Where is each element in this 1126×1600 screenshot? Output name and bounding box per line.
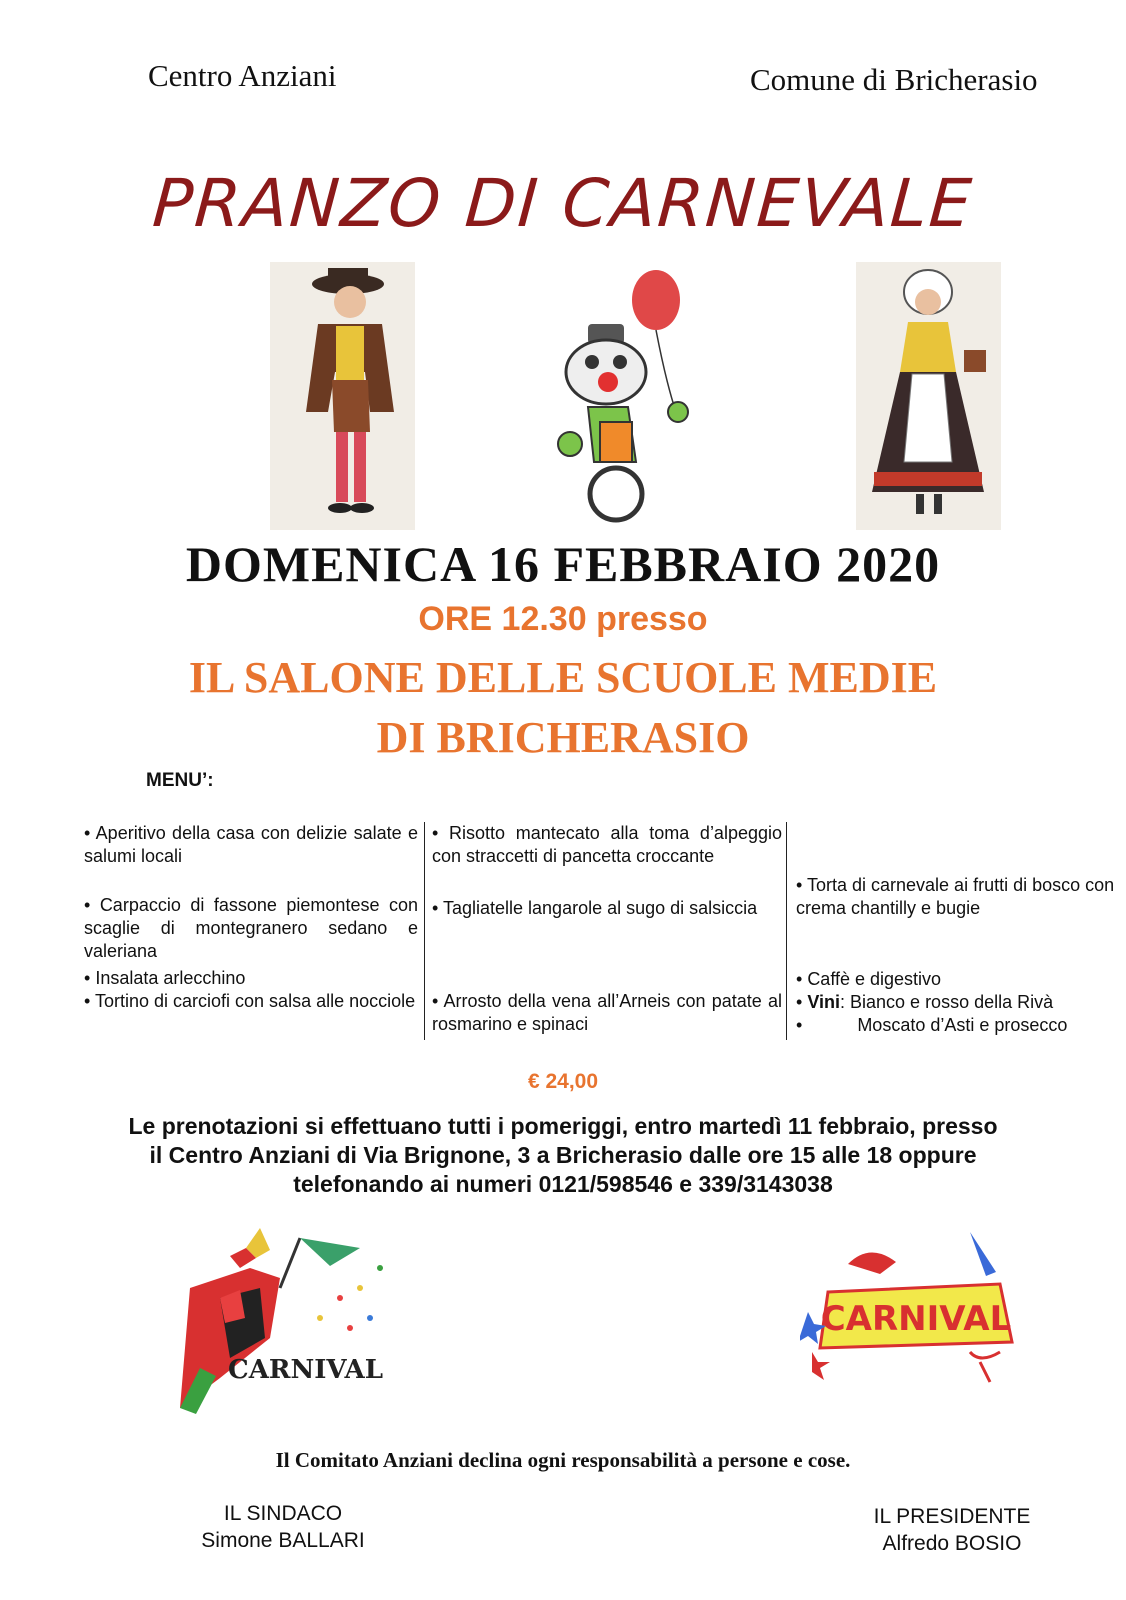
menu-divider-1: [424, 822, 425, 1040]
signature-right: [842, 1503, 1062, 1557]
menu-divider-2: [786, 822, 787, 1040]
signature-left-name: Simone BALLARI: [201, 1529, 365, 1552]
price: € 24,00: [527, 1070, 599, 1093]
page-title: PRANZO DI CARNEVALE: [150, 165, 976, 242]
booking-line-3: telefonando ai numeri 0121/598546 e 339/3143038: [293, 1171, 833, 1197]
booking-line-1: Le prenotazioni si effettuano tutti i pomeriggi, entro martedì 11 febbraio, presso: [128, 1113, 998, 1139]
booking-info: [90, 1112, 1036, 1199]
signature-right-role: IL PRESIDENTE: [873, 1505, 1031, 1528]
header-left: Centro Anziani: [148, 58, 337, 93]
menu-label: MENU’:: [146, 770, 214, 791]
menu-item: • Insalata arlecchino: [84, 968, 246, 988]
menu-item: • Arrosto della vena all’Arneis con patate al rosmarino e spinaci: [432, 991, 782, 1034]
menu-item: • Aperitivo della casa con delizie salate e salumi locali: [84, 823, 418, 866]
event-time: ORE 12.30 presso: [418, 600, 708, 638]
logo-right-text: CARNIVAL: [820, 1299, 1012, 1339]
booking-line-2: il Centro Anziani di Via Brignone, 3 a Bricherasio dalle ore 15 alle 18 oppure: [149, 1142, 977, 1168]
menu-item: • Caffè e digestivo: [796, 969, 942, 989]
clown-illustration: [548, 262, 718, 527]
signature-left: [178, 1500, 388, 1554]
menu-item: • Moscato d’Asti e prosecco: [796, 1015, 1068, 1035]
gentleman-illustration: [270, 262, 415, 530]
menu-item: • Tagliatelle langarole al sugo di salsiccia: [432, 898, 758, 918]
header-right: Comune di Bricherasio: [750, 62, 1038, 97]
carnival-logo-right: [800, 1232, 1040, 1392]
carnival-logo-left: [160, 1228, 410, 1418]
venue-line-2: DI BRICHERASIO: [376, 713, 750, 762]
menu-item: • Torta di carnevale ai frutti di bosco con crema chantilly e bugie: [796, 875, 1115, 918]
menu-item: • Vini: Bianco e rosso della Rivà: [796, 992, 1054, 1012]
event-date: DOMENICA 16 FEBBRAIO 2020: [185, 536, 941, 592]
menu-item: • Carpaccio di fassone piemontese con scaglie di montegranero sedano e valeriana: [84, 895, 418, 961]
menu-item: • Tortino di carciofi con salsa alle nocciole: [84, 991, 416, 1011]
disclaimer: Il Comitato Anziani declina ogni responsabilità a persone e cose.: [275, 1448, 851, 1472]
signature-right-name: Alfredo BOSIO: [882, 1532, 1022, 1555]
lady-illustration: [856, 262, 1001, 530]
menu-item: • Risotto mantecato alla toma d’alpeggio con straccetti di pancetta croccante: [432, 823, 782, 866]
signature-left-role: IL SINDACO: [223, 1502, 343, 1525]
logo-left-text: CARNIVAL: [228, 1355, 384, 1385]
venue-line-1: IL SALONE DELLE SCUOLE MEDIE: [188, 653, 938, 702]
